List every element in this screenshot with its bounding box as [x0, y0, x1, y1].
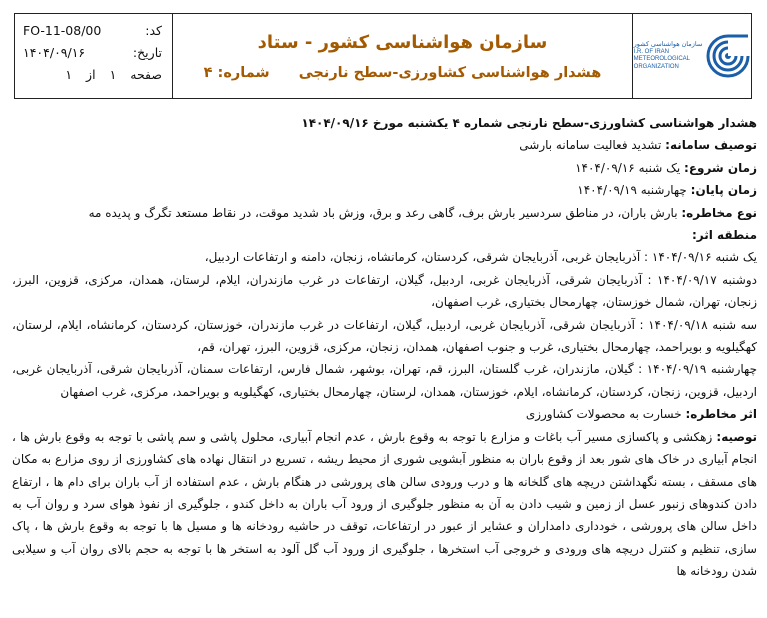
- page-total: ۱: [65, 67, 73, 82]
- warning-number: [204, 65, 270, 81]
- system-label: توصیف سامانه:: [665, 138, 757, 153]
- end-time: [12, 179, 757, 201]
- hazard-value: بارش باران، در مناطق سردسیر بارش برف، گاهی رعد و برق، وزش باد شدید موقت، در نقاط مستعد تگرگ و پدیده مه: [88, 205, 682, 220]
- system-value: تشدید فعالیت سامانه بارشی: [519, 138, 666, 153]
- warning-subtitle: [173, 65, 632, 81]
- system-description: [12, 134, 757, 156]
- page-label: صفحه: [130, 67, 162, 82]
- number-label: شماره:: [217, 64, 270, 81]
- warning-title: هشدار هواشناسی کشاورزی-سطح نارنجی: [298, 64, 602, 81]
- advice-label: توصیه:: [716, 429, 757, 444]
- area-day2: دوشنبه ۱۴۰۴/۰۹/۱۷ : آذربایجان شرقی، آذربایجان غربی، اردبیل، گیلان، ارتفاعات در غرب مازندران، ایلام، لرستان، همدان، مرکزی، قزوین، البرز، زنجان، تهران، شمال خوزستان، چهارمحال بختیاری، غرب اصفهان،: [12, 272, 757, 310]
- hazard-label: نوع مخاطره:: [681, 205, 757, 220]
- organization-name: سازمان هواشناسی کشور - ستاد: [257, 31, 548, 53]
- page-row: [23, 64, 162, 86]
- bulletin-body: [12, 112, 757, 583]
- end-value: چهارشنبه ۱۴۰۴/۰۹/۱۹: [577, 183, 691, 198]
- hazard-effect: [12, 403, 757, 425]
- code-row: [23, 20, 162, 42]
- header-titles: [173, 14, 633, 98]
- hazard-type: [12, 202, 757, 224]
- advice-value: زهکشی و پاکسازی مسیر آب باغات و مزارع با توجه به وقوع بارش ، عدم انجام آبیاری، محلول پاشی و سم پاشی با توجه به وقوع بارش ها ، انجام آبیاری در خاک های شور بعد از وقوع باران به منظور آبشویی شوری از محیط ریشه ، تسریع در انتقال نهاده های کشاورزی از روی مزارع به مکان های مسقف ، بسته نگهداشتن دریچه های گلخانه ها و درب ورودی سالن های پرورشی در هنگام بارش ، عدم استفاده از آب باران برای دام ها ، ارتفاع دادن کندوهای زنبور عسل از زمین و شیب دادن به آن به منظور جلوگیری از ورود آب باران به داخل کندو ، جلوگیری از نفوذ هوای سرد و روان آب به داخل سالن های پرورشی ، خودداری دامداران و عشایر از عبور در ارتفاعات، توقف در حاشیه رودخانه ها و مسیل ها با توجه به وقوع بارش ها ، پاک سازی، تنظیم و کنترل دریچه های ورودی و خروجی آب استخرها ، جلوگیری از ورود آب گل آلود به استخر ها با توجه به حجم بالای روان آب و سیلابی شدن رودخانه ها: [12, 429, 757, 579]
- logo-en-line3: ORGANIZATION: [633, 63, 679, 70]
- page-number: ۱: [109, 67, 117, 82]
- start-time: [12, 157, 757, 179]
- bulletin-main-title: هشدار هواشناسی کشاورزی-سطح نارنجی شماره ۴ یکشنبه مورخ ۱۴۰۴/۰۹/۱۶: [301, 116, 757, 130]
- page-of: از: [86, 67, 96, 82]
- organization-logo: [633, 14, 751, 98]
- start-value: یک شنبه ۱۴۰۴/۰۹/۱۶: [575, 160, 685, 175]
- document-header: [14, 13, 752, 99]
- effect-label: اثر مخاطره:: [685, 407, 757, 422]
- area-day4: چهارشنبه ۱۴۰۴/۰۹/۱۹ : گیلان، مازندران، غرب گلستان، البرز، قم، تهران، بوشهر، شمال فارس، ارتفاعات سمنان، آذربایجان شرقی، آذربایجان غربی، اردبیل، قزوین، زنجان، کردستان، کرمانشاه، ایلام، خوزستان، همدان، لرستان، چهارمحال بختیاری، کهگیلویه و بویراحمد، مرکزی، غرب اصفهان: [12, 362, 757, 399]
- start-label: زمان شروع:: [684, 160, 757, 175]
- end-label: زمان پایان:: [690, 183, 757, 198]
- recommendation: [12, 426, 757, 583]
- logo-text: [634, 41, 703, 71]
- logo-en-line2: METEOROLOGICAL: [633, 56, 691, 62]
- logo-en-line1: I.R. OF IRAN: [633, 48, 670, 55]
- meteorology-logo-icon: [706, 31, 750, 81]
- date-row: [23, 42, 162, 64]
- date-label: تاریخ:: [132, 45, 162, 60]
- logo-fa-name: سازمان هواشناسی کشور: [633, 41, 703, 48]
- area-day3: سه شنبه ۱۴۰۴/۰۹/۱۸ : آذربایجان شرقی، آذربایجان غربی، اردبیل، گیلان، ارتفاعات در غرب مازندران، خوزستان، کردستان، کرمانشاه، ایلام، لرستان، کهگیلویه و بویراحمد، چهارمحال بختیاری، غرب و جنوب اصفهان، همدان، زنجان، مرکزی، قزوین، البرز، تهران، قم،: [12, 317, 757, 355]
- document-meta: [15, 14, 173, 98]
- area-day1: یک شنبه ۱۴۰۴/۰۹/۱۶ : آذربایجان غربی، آذربایجان شرقی، کردستان، کرمانشاه، زنجان، دامنه و ارتفاعات اردبیل،: [204, 250, 757, 265]
- area-label: منطقه اثر:: [692, 228, 757, 243]
- number-value: ۴: [203, 64, 213, 81]
- effect-value: خسارت به محصولات کشاورزی: [525, 407, 686, 422]
- date-value: ۱۴۰۴/۰۹/۱۶: [23, 45, 86, 60]
- code-value: FO-11-08/00: [23, 23, 102, 38]
- code-label: کد:: [145, 23, 162, 38]
